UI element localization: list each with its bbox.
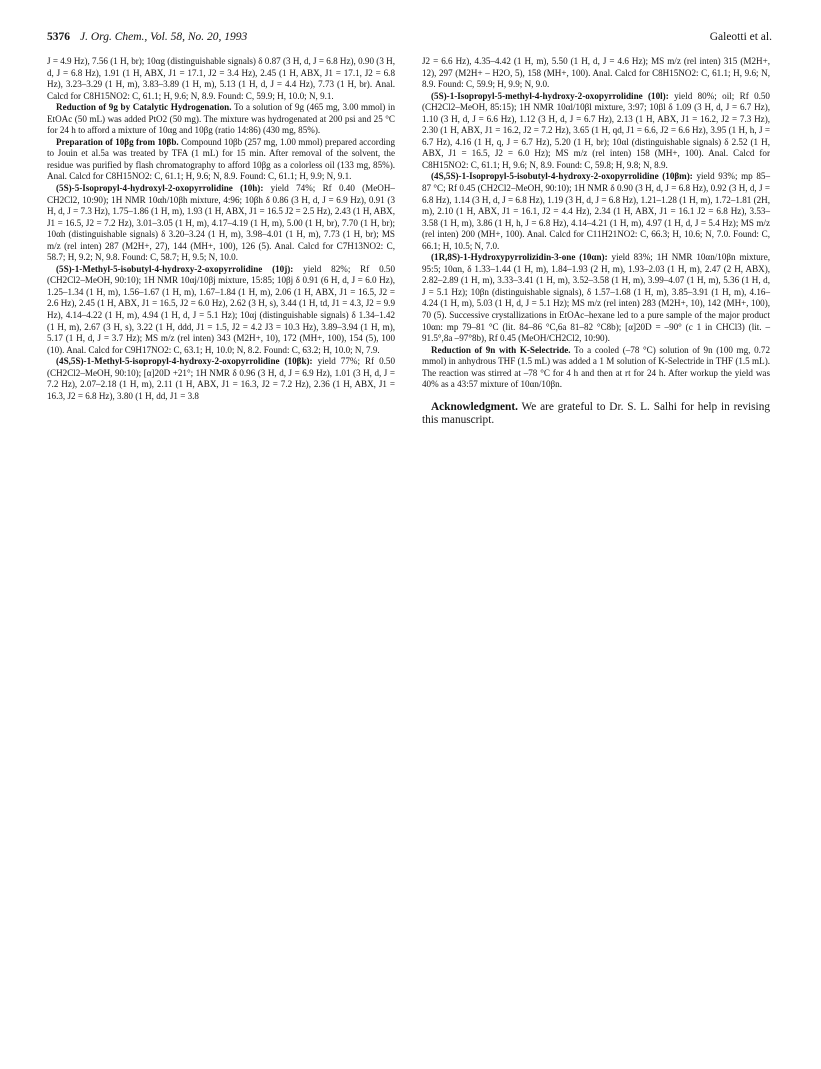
acknowledgment-text: We are grateful to Dr. S. L. Salhi for help in revising this manuscript. — [422, 400, 770, 427]
paragraph-text: yield 74%; Rf 0.40 (MeOH–CH2Cl2, 10:90); 1H NMR 10αh/10βh mixture, 4:96; 10βh δ 0.86 (3 H, d, J = 6.9 Hz), 0.91 (3 H, d, J = 7.3 Hz), 1.75–1.86 (1 H, m), 1.93 (1 H, ABX, J1 = 16.5 J2 = 2.5 Hz), 2.43 (1 H, ABX, J1 = 16.5, J2 = 7.2 Hz), 3.01–3.05 (1 H, m), 4.17–4.19 (1 H, m), 5.00 (1 H, br), 7.70 (1 H, br); 10αh (distinguishable signals) δ 3.20–3.24 (1 H, m), 3.98–4.01 (1 H, m), 7.73 (1 H, br); MS m/z (rel inten) 287 (M2H+, 27), 144 (MH+, 100), 126 (5). Anal. Calcd for C7H13NO2: C, 58.7; H, 9.2; N, 9.8. Found: C, 58.7; H, 9.5; N, 10.0. — [47, 183, 395, 263]
paragraph-heading: (4S,5S)-1-Isopropyl-5-isobutyl-4-hydroxy-2-oxopyrrolidine (10βm): — [431, 171, 693, 182]
paragraph-heading: (5S)-5-Isopropyl-4-hydroxyl-2-oxopyrrolidine (10h): — [56, 183, 264, 194]
paragraph — [422, 345, 770, 391]
paragraph-heading: (5S)-1-Isopropyl-5-methyl-4-hydroxy-2-oxopyrrolidine (10l): — [431, 90, 669, 101]
left-column — [47, 56, 395, 402]
paragraph-text: Compound 10βb (257 mg, 1.00 mmol) prepared according to Jouin et al.5a was treated by TFA (1 mL) for 15 min. After removal of the solvent, the residue was purified by flash chromatography to afford 10βg as a colorless oil (133 mg, 85%). Anal. Calcd for C8H15NO2: C, 61.1; H, 9.6; N, 8.9. Found: C, 61.1; H, 9.9; N, 9.1. — [47, 136, 395, 182]
paragraph — [47, 264, 395, 356]
paragraph-text: J = 4.9 Hz), 7.56 (1 H, br); 10αg (distinguishable signals) δ 0.87 (3 H, d, J = 6.8 Hz), 0.90 (3 H, d, J = 6.8 Hz), 1.91 (1 H, ABX, J1 = 17.1, J2 = 3.4 Hz), 2.45 (1 H, ABX, J1 = 17.1, J2 = 6.8 Hz), 3.23–3.29 (1 H, m), 3.83–3.89 (1 H, m), 5.13 (1 H, d, J = 4.4 Hz), 7.73 (1 H, br). Anal. Calcd for C8H15NO2: C, 61.1; H, 9.6; N, 8.9. Found: C, 59.9; H, 10.0; N, 9.1. — [47, 56, 395, 101]
paragraph-text: yield 80%; oil; Rf 0.50 (CH2Cl2–MeOH, 85:15); 1H NMR 10αl/10βl mixture, 3:97; 10βl δ 1.09 (3 H, d, J = 6.7 Hz), 1.10 (3 H, d, J = 6.6 Hz), 1.12 (3 H, d, J = 6.7 Hz), 2.13 (1 H, ABX, J1 = 16.2, J2 = 7.3 Hz), 2.30 (1 H, ABX, J1 = 16.2, J2 = 7.2 Hz), 3.65 (1 H, qd, J1 = 6.6, J2 = 6.6 Hz), 3.95 (1 H, h, J = 6.7 Hz), 4.16 (1 H, q, J = 6.7 Hz), 5.20 (1 H, br); 10αl (distinguishable signals) δ 2.52 (1 H, ABX, J1 = 16.5, J2 = 6.0 Hz); MS m/z (rel inten) 158 (MH+, 100). Anal. Calcd for C8H15NO2: C, 61.1; H, 9.6; N, 8.9. Found: C, 59.8; H, 9.8; N, 8.9. — [422, 90, 770, 170]
paragraph — [47, 137, 395, 183]
acknowledgment — [422, 401, 770, 428]
running-header — [47, 31, 772, 47]
right-column — [422, 56, 770, 428]
paragraph-heading: (1R,8S)-1-Hydroxypyrrolizidin-3-one (10αn): — [431, 252, 608, 263]
paragraph-text: J2 = 6.6 Hz), 4.35–4.42 (1 H, m), 5.50 (1 H, d, J = 4.6 Hz); MS m/z (rel inten) 315 (M2H+, 12), 297 (M2H+ – H2O, 5), 158 (MH+, 100). Anal. Calcd for C8H15NO2: C, 61.1; H, 9.6; N, 8.9. Found: C, 59.9; H, 9.9; N, 9.0. — [422, 56, 770, 90]
acknowledgment-heading: Acknowledgment. — [431, 400, 518, 413]
paragraph — [47, 102, 395, 137]
paragraph — [422, 56, 770, 91]
paragraph-text: To a solution of 9g (465 mg, 3.00 mmol) in EtOAc (50 mL) was added PtO2 (50 mg). The mixture was hydrogenated at 200 psi and 25 °C for 24 h to afford a mixture of 10αg and 10βg (ratio 14:86) (430 mg, 85%). — [47, 102, 395, 136]
page-number: 5376 — [47, 31, 70, 43]
paragraph-heading: (5S)-1-Methyl-5-isobutyl-4-hydroxy-2-oxopyrrolidine (10j): — [56, 263, 294, 274]
paragraph-heading: (4S,5S)-1-Methyl-5-isopropyl-4-hydroxy-2-oxopyrrolidine (10βk): — [56, 356, 313, 367]
paragraph-text: To a cooled (–78 °C) solution of 9n (100 mg, 0.72 mmol) in anhydrous THF (1.5 mL) was added a 1 M solution of K-Selectride in THF (1.5 mL). The reaction was stirred at –78 °C for 4 h and then at rt for 24 h. After workup the yield was 40% as a 43:57 mixture of 10αn/10βn. — [422, 344, 771, 390]
paragraph — [47, 356, 395, 402]
paragraph-text: yield 77%; Rf 0.50 (CH2Cl2–MeOH, 90:10); [α]20D +21°; 1H NMR δ 0.96 (3 H, d, J = 6.9 Hz), 1.01 (3 H, d, J = 7.2 Hz), 2.07–2.18 (1 H, m), 2.11 (1 H, ABX, J1 = 16.3, J2 = 7.2 Hz), 2.36 (1 H, ABX, J1 = 16.3, J2 = 6.8 Hz), 3.80 (1 H, dd, J1 = 3.8 — [47, 356, 395, 401]
paragraph-text: yield 82%; Rf 0.50 (CH2Cl2–MeOH, 90:10); 1H NMR 10αj/10βj mixture, 15:85; 10βj δ 0.91 (6 H, d, J = 6.0 Hz), 1.25–1.34 (1 H, m), 1.56–1.67 (1 H, m), 1.67–1.84 (1 H, m), 2.06 (1 H, ABX, J1 = 16.5, J2 = 2.6 Hz), 2.45 (1 H, ABX, J1 = 16.5, J2 = 6.0 Hz), 2.62 (3 H, s), 3.44 (1 H, td, J1 = 4.3, J2 = 9.9 Hz), 4.14–4.22 (1 H, m), 4.94 (1 H, d, J = 5.1 Hz); 10αj (distinguishable signals) δ 1.34–1.42 (1 H, m), 2.67 (3 H, s), 3.22 (1 H, ddd, J1 = 1.5, J2 = 4.2 J3 = 10.3 Hz), 3.89–3.94 (1 H, m), 5.17 (1 H, d, J = 3.7 Hz); MS m/z (rel inten) 343 (M2H+, 10), 172 (MH+, 100), 154 (5), 100 (10). Anal. Calcd for C9H17NO2: C, 63.1; H, 10.0; N, 8.2. Found: C, 63.2; H, 10.0; N, 7.9. — [47, 263, 395, 355]
paragraph-heading: Reduction of 9g by Catalytic Hydrogenation. — [56, 102, 232, 113]
paragraph-text: yield 93%; mp 85–87 °C; Rf 0.45 (CH2Cl2–MeOH, 90:10); 1H NMR δ 0.90 (3 H, d, J = 6.8 Hz), 0.92 (3 H, d, J = 6.8 Hz), 1.14 (3 H, d, J = 6.8 Hz), 1.19 (3 H, d, J = 6.8 Hz), 1.21–1.28 (1 H, m), 1.72–1.81 (2H, m), 2.10 (1 H, ABX, J1 = 16.1, J2 = 4.4 Hz), 2.34 (1 H, ABX, J1 = 16.1 J2 = 6.8 Hz), 3.53–3.58 (1 H, m), 3.86 (1 H, h, J = 6.8 Hz), 4.14–4.21 (1 H, m), 4.97 (1 H, d, J = 5.4 Hz); MS m/z (rel inten) 200 (MH+, 100). Anal. Calcd for C11H21NO2: C, 66.3; H, 10.6; N, 7.0. Found: C, 66.1; H, 10.5; N, 7.0. — [422, 171, 771, 251]
paragraph-text: yield 83%; 1H NMR 10αn/10βn mixture, 95:5; 10αn, δ 1.33–1.44 (1 H, m), 1.84–1.93 (2 H, m), 1.93–2.03 (1 H, m), 2.47 (2 H, ABX), 2.82–2.89 (1 H, m), 3.33–3.41 (1 H, m), 3.52–3.58 (1 H, m), 3.99–4.07 (1 H, m), 5.36 (1 H, d, J = 5.1 Hz); 10βn (distinguishable signals), δ 1.57–1.68 (1 H, m), 3.85–3.91 (1 H, m), 4.16–4.24 (1 H, m), 5.03 (1 H, d, J = 5.1 Hz); MS m/z (rel inten) 283 (M2H+, 10), 142 (MH+, 100), 70 (5). Successive crystallizations in EtOAc–hexane led to a pure sample of the major product 10αn: mp 79–81 °C (lit. 84–86 °C,6a 81–82 °C8b); [α]20D = –90° (c 1 in CHCl3) (lit. –91.5°,8a –97°8b), Rf 0.45 (MeOH/CH2Cl2, 10:90). — [422, 252, 770, 344]
paragraph-heading: Preparation of 10βg from 10βb. — [56, 136, 179, 147]
header-authors: Galeotti et al. — [709, 31, 772, 43]
paragraph — [422, 91, 770, 172]
paragraph-heading: Reduction of 9n with K-Selectride. — [431, 344, 571, 355]
header-left — [47, 31, 247, 43]
paragraph — [422, 171, 770, 252]
paragraph — [422, 252, 770, 344]
paragraph — [47, 56, 395, 102]
journal-citation: J. Org. Chem., Vol. 58, No. 20, 1993 — [80, 31, 248, 43]
paragraph — [47, 183, 395, 264]
